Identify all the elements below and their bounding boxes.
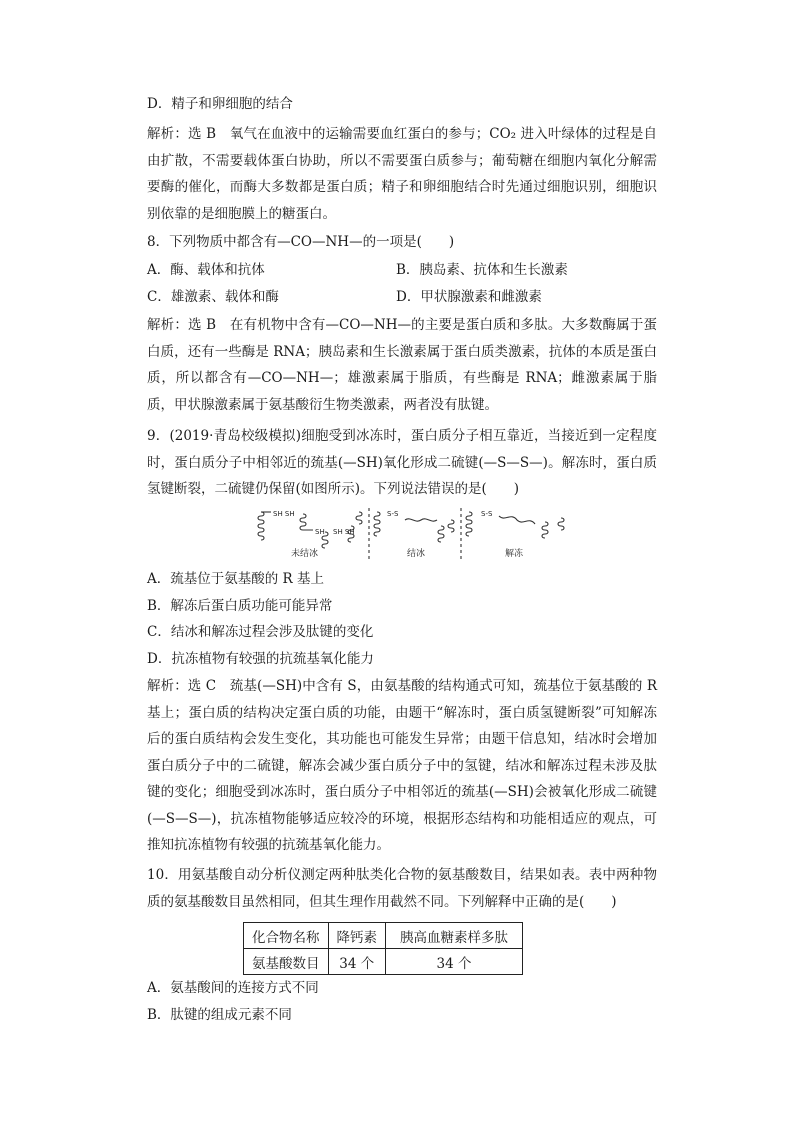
- table-cell: 降钙素: [328, 923, 386, 949]
- table-row: [244, 923, 523, 949]
- q9-option-b: B．解冻后蛋白质功能可能异常: [147, 598, 333, 614]
- q9-stem: 9．(2019·青岛校级模拟)细胞受到冰冻时，蛋白质分子相互靠近，当接近到一定程度时，蛋白质分子中相邻近的巯基(—SH)氧化形成二硫键(—S—S—)。解冻时，蛋白质氢键断裂，二硫键仍保留(如图所示)。下列说法错误的是( ): [147, 428, 657, 497]
- table-cell: 氨基酸数目: [244, 949, 329, 975]
- diagram-label-unfrozen: 未结冰: [291, 549, 319, 559]
- ss-label: S-S: [481, 510, 493, 518]
- q8-option-a: A．酶、载体和抗体: [147, 262, 265, 278]
- chain-squiggle: [300, 514, 313, 530]
- q9-option-d: D．抗冻植物有较强的抗巯基氧化能力: [147, 651, 374, 667]
- sh-label: SH: [315, 528, 325, 536]
- chain-squiggle: [374, 512, 380, 536]
- q10-option-a: A．氨基酸间的连接方式不同: [147, 980, 319, 996]
- chain-squiggle: [499, 516, 535, 524]
- chain-squiggle: [466, 512, 472, 536]
- chain-squiggle: [356, 512, 362, 524]
- q7-option-d: D．精子和卵细胞的结合: [147, 96, 293, 112]
- q8-option-d: D．甲状腺激素和雌激素: [396, 289, 542, 305]
- q9-analysis: 解析：选 C 巯基(—SH)中含有 S，由氨基酸的结构通式可知，巯基位于氨基酸的 R 基上；蛋白质的结构决定蛋白质的功能，由题干“解冻时，蛋白质氢键断裂”可知解冻后的蛋白质结构会发生变化，其功能也可能发生异常；由题干信息知，结冰时会增加蛋白质分子中的二硫键，解冻会减少蛋白质分子中的氢键，结冰和解冻过程未涉及肽键的变化；细胞受到冰冻时，蛋白质分子中相邻近的巯基(—SH)会被氧化形成二硫键(—S—S—)，抗冻植物能够适应较冷的环境，根据形态结构和功能相适应的观点，可推知抗冻植物有较强的抗巯基氧化能力。: [147, 678, 657, 853]
- chain-squiggle: [448, 520, 454, 532]
- table-cell: 胰高血糖素样多肽: [386, 923, 523, 949]
- table-cell: 化合物名称: [244, 923, 329, 949]
- q8-option-b: B．胰岛素、抗体和生长激素: [396, 262, 568, 278]
- table-row: [244, 949, 523, 975]
- table-cell: 34 个: [386, 949, 523, 975]
- q9-option-c: C．结冰和解冻过程会涉及肽键的变化: [147, 624, 374, 640]
- q10-stem: 10．用氨基酸自动分析仪测定两种肽类化合物的氨基酸数目，结果如表。表中两种物质的氨基酸数目虽然相同，但其生理作用截然不同。下列解释中正确的是( ): [147, 867, 657, 910]
- sh-label: SH SH: [333, 528, 355, 536]
- q10-option-b: B．肽键的组成元素不同: [147, 1007, 292, 1023]
- chain-squiggle: [542, 522, 548, 538]
- q8-analysis: 解析：选 B 在有机物中含有—CO—NH—的主要是蛋白质和多肽。大多数酶属于蛋白质，还有一些酶是 RNA；胰岛素和生长激素属于蛋白质类激素，抗体的本质是蛋白质，所以都含有—CO—NH—；雄激素属于脂质，有些酶是 RNA；雌激素属于脂质，甲状腺激素属于氨基酸衍生物类激素，两者没有肽键。: [147, 317, 657, 413]
- q7-analysis: 解析：选 B 氧气在血液中的运输需要血红蛋白的参与；CO₂ 进入叶绿体的过程是自由扩散，不需要载体蛋白协助，所以不需要蛋白质参与；葡萄糖在细胞内氧化分解需要酶的催化，而酶大多数都是蛋白质；精子和卵细胞结合时先通过细胞识别，细胞识别依靠的是细胞膜上的糖蛋白。: [147, 126, 657, 222]
- diagram-label-thawed: 解冻: [505, 549, 524, 559]
- q8-stem: 8．下列物质中都含有—CO—NH—的一项是( ): [147, 234, 455, 250]
- chain-squiggle: [438, 526, 444, 542]
- ss-label: S-S: [387, 510, 399, 518]
- diagram-label-frozen: 结冰: [407, 549, 426, 559]
- chain-squiggle: [405, 519, 437, 521]
- q8-option-c: C．雄激素、载体和酶: [147, 289, 279, 305]
- chain-squiggle: [558, 518, 564, 530]
- table-cell: 34 个: [328, 949, 386, 975]
- protein-freeze-diagram: [255, 506, 575, 562]
- chain-squiggle: [258, 512, 264, 540]
- amino-acid-table: [243, 922, 523, 975]
- sh-label: SH SH: [273, 510, 295, 518]
- q9-option-a: A．巯基位于氨基酸的 R 基上: [147, 571, 324, 587]
